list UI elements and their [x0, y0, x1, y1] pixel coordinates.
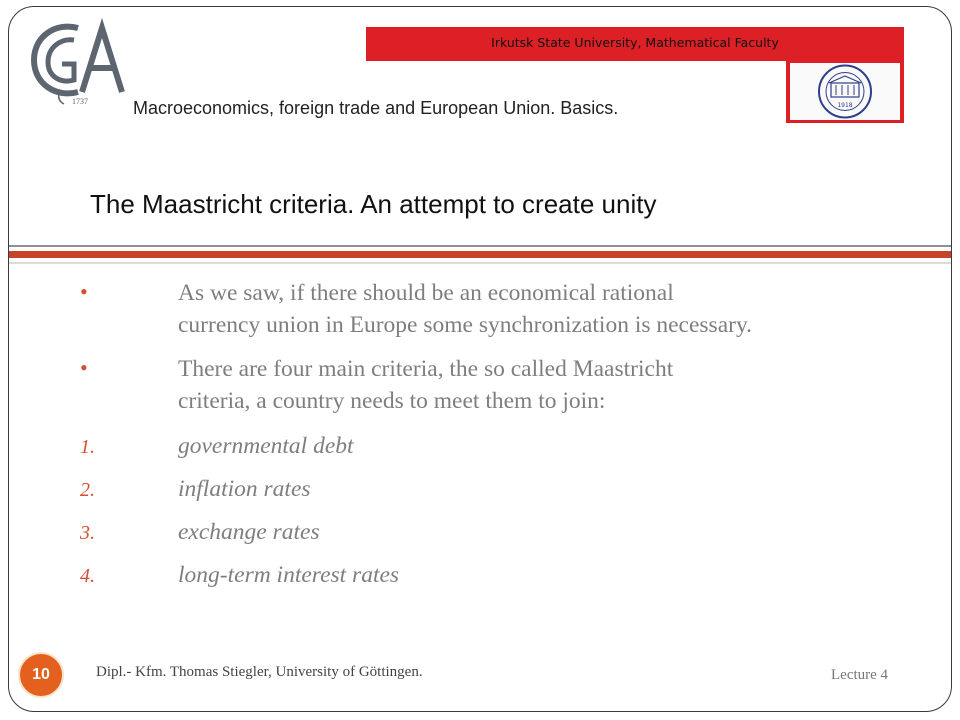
bullet-marker: • [80, 355, 88, 380]
slide-title: The Maastricht criteria. An attempt to create unity [90, 189, 657, 219]
criteria-text: governmental debt [178, 433, 354, 459]
emblem-year: 1918 [837, 102, 853, 109]
bullet-line: As we saw, if there should be an economical rational [178, 280, 674, 306]
banner-text: Irkutsk State University, Mathematical Faculty [491, 35, 779, 50]
footer-lecture: Lecture 4 [831, 667, 889, 683]
criteria-number: 3. [80, 522, 95, 544]
criteria-number: 1. [80, 436, 95, 458]
criteria-text: long-term interest rates [178, 562, 400, 588]
title-divider-accent [9, 251, 951, 258]
course-subtitle: Macroeconomics, foreign trade and European Union. Basics. [133, 98, 619, 118]
bullet-line: There are four main criteria, the so called Maastricht [178, 356, 674, 382]
footer-author: Dipl.- Kfm. Thomas Stiegler, University of Göttingen. [96, 664, 423, 680]
bullet-marker: • [80, 279, 88, 304]
logo-year: 1737 [72, 97, 88, 106]
bullet-line: currency union in Europe some synchronization is necessary. [178, 312, 753, 338]
irkutsk-university-emblem [786, 61, 904, 123]
criteria-text: inflation rates [178, 476, 311, 502]
goettingen-university-logo [26, 18, 134, 110]
title-divider [9, 245, 951, 247]
criteria-number: 4. [80, 565, 95, 587]
criteria-number: 2. [80, 479, 95, 501]
emblem-seal-icon [790, 63, 900, 120]
criteria-text: exchange rates [178, 519, 320, 545]
bullet-line: criteria, a country needs to meet them to join: [178, 388, 606, 414]
page-number-badge: 10 [18, 652, 64, 698]
title-divider-thin [9, 262, 951, 264]
header-banner [366, 27, 904, 61]
